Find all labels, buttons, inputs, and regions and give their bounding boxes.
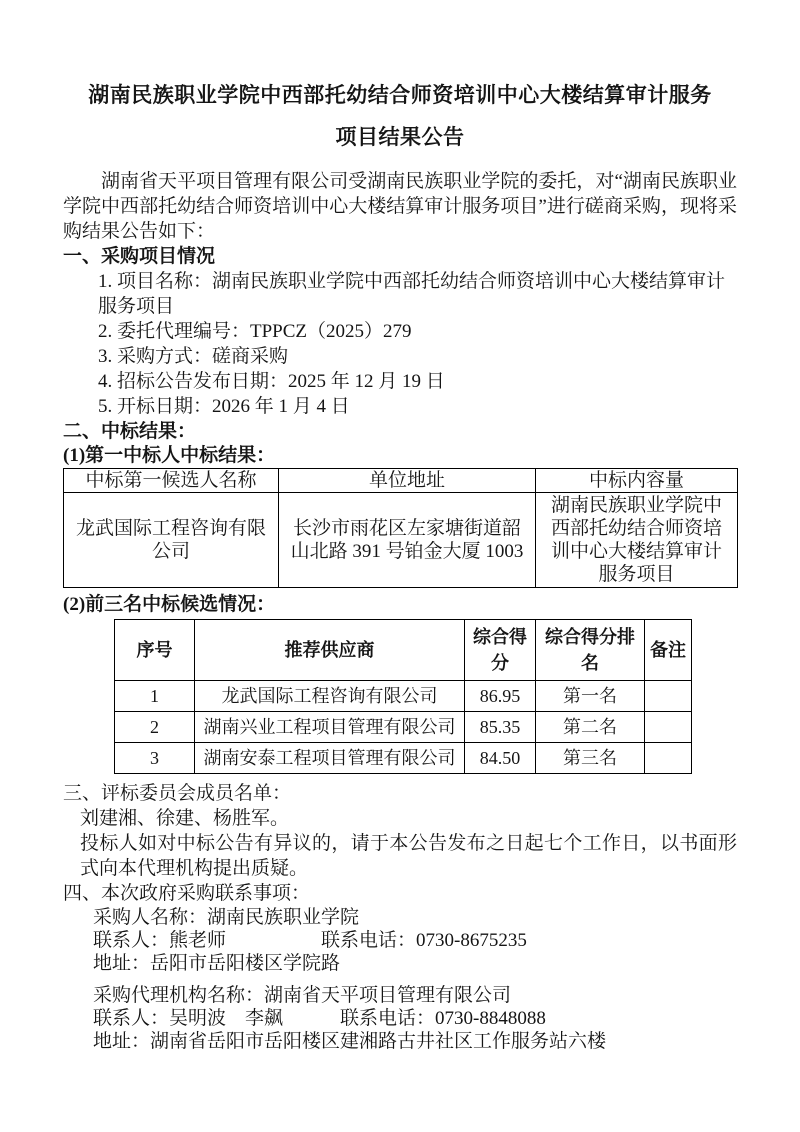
- candidate-note: [645, 743, 692, 774]
- winner-header-name: 中标第一候选人名称: [64, 469, 279, 493]
- winner-table-row: [64, 493, 738, 588]
- section1-item-bid-opening-date: 5. 开标日期：2026 年 1 月 4 日: [98, 396, 350, 417]
- candidate-note: [645, 681, 692, 712]
- purchaser-name: 采购人名称：湖南民族职业学院: [93, 907, 360, 928]
- candidate-seq: 2: [115, 712, 195, 743]
- winner-content-cell: 湖南民族职业学院中西部托幼结合师资培训中心大楼结算审计服务项目: [536, 493, 738, 588]
- candidate-rank: 第二名: [536, 712, 645, 743]
- winner-table: [63, 468, 738, 588]
- purchaser-contact: 联系人：熊老师 联系电话：0730-8675235: [93, 930, 527, 951]
- candidate-score: 84.50: [465, 743, 536, 774]
- candidate-rank: 第三名: [536, 743, 645, 774]
- dispute-note: 投标人如对中标公告有异议的，请于本公告发布之日起七个工作日，以书面形式向本代理机构提出质疑。: [80, 833, 737, 879]
- section1-item-procurement-method: 3. 采购方式：磋商采购: [98, 346, 289, 367]
- candidates-table: [114, 619, 692, 774]
- purchaser-address: 地址：岳阳市岳阳楼区学院路: [93, 953, 341, 974]
- section2-heading: 二、中标结果：: [63, 421, 197, 442]
- candidate-score: 85.35: [465, 712, 536, 743]
- winner-name-cell: 龙武国际工程咨询有限公司: [64, 493, 279, 588]
- winner-header-content: 中标内容量: [536, 469, 738, 493]
- candidates-header-seq: 序号: [115, 620, 195, 681]
- candidate-rank: 第一名: [536, 681, 645, 712]
- candidates-table-label: (2)前三名中标候选情况：: [63, 594, 276, 615]
- winner-table-header-row: [64, 469, 738, 493]
- candidates-row-2: [115, 712, 692, 743]
- candidate-supplier: 湖南兴业工程项目管理有限公司: [195, 712, 465, 743]
- candidate-seq: 1: [115, 681, 195, 712]
- winner-table-label: (1)第一中标人中标结果：: [63, 445, 276, 466]
- candidate-note: [645, 712, 692, 743]
- committee-members: 刘建湘、徐建、杨胜军。: [80, 808, 290, 829]
- winner-header-address: 单位地址: [279, 469, 536, 493]
- candidates-header-note: 备注: [645, 620, 692, 681]
- candidates-header-row: [115, 620, 692, 681]
- title-line-1: 湖南民族职业学院中西部托幼结合师资培训中心大楼结算审计服务: [88, 83, 712, 107]
- section1-item-agency-number: 2. 委托代理编号：TPPCZ（2025）279: [98, 321, 412, 342]
- candidates-row-1: [115, 681, 692, 712]
- candidates-header-score: 综合得分: [465, 620, 536, 681]
- title-line-2: 项目结果公告: [335, 125, 465, 149]
- intro-paragraph: 湖南省天平项目管理有限公司受湖南民族职业学院的委托，对“湖南民族职业学院中西部托幼结合师资培训中心大楼结算审计服务项目”进行磋商采购，现将采购结果公告如下：: [63, 171, 737, 242]
- section3-heading: 三、评标委员会成员名单：: [63, 783, 292, 804]
- section1-item-project-name: 1. 项目名称：湖南民族职业学院中西部托幼结合师资培训中心大楼结算审计服务项目: [98, 271, 726, 317]
- section4-heading: 四、本次政府采购联系事项：: [63, 883, 311, 904]
- candidates-row-3: [115, 743, 692, 774]
- candidate-seq: 3: [115, 743, 195, 774]
- agency-name: 采购代理机构名称：湖南省天平项目管理有限公司: [93, 985, 512, 1006]
- candidate-supplier: 湖南安泰工程项目管理有限公司: [195, 743, 465, 774]
- agency-contact: 联系人：吴明波 李飙 联系电话：0730-8848088: [93, 1008, 546, 1029]
- candidate-score: 86.95: [465, 681, 536, 712]
- section1-item-announcement-date: 4. 招标公告发布日期：2025 年 12 月 19 日: [98, 371, 445, 392]
- candidate-supplier: 龙武国际工程咨询有限公司: [195, 681, 465, 712]
- section1-heading: 一、采购项目情况: [63, 246, 216, 267]
- candidates-header-rank: 综合得分排名: [536, 620, 645, 681]
- page-title: [63, 74, 737, 158]
- winner-address-cell: 长沙市雨花区左家塘街道韶山北路 391 号铂金大厦 1003: [279, 493, 536, 588]
- candidates-header-supplier: 推荐供应商: [195, 620, 465, 681]
- agency-address: 地址：湖南省岳阳市岳阳楼区建湘路古井社区工作服务站六楼: [93, 1031, 607, 1052]
